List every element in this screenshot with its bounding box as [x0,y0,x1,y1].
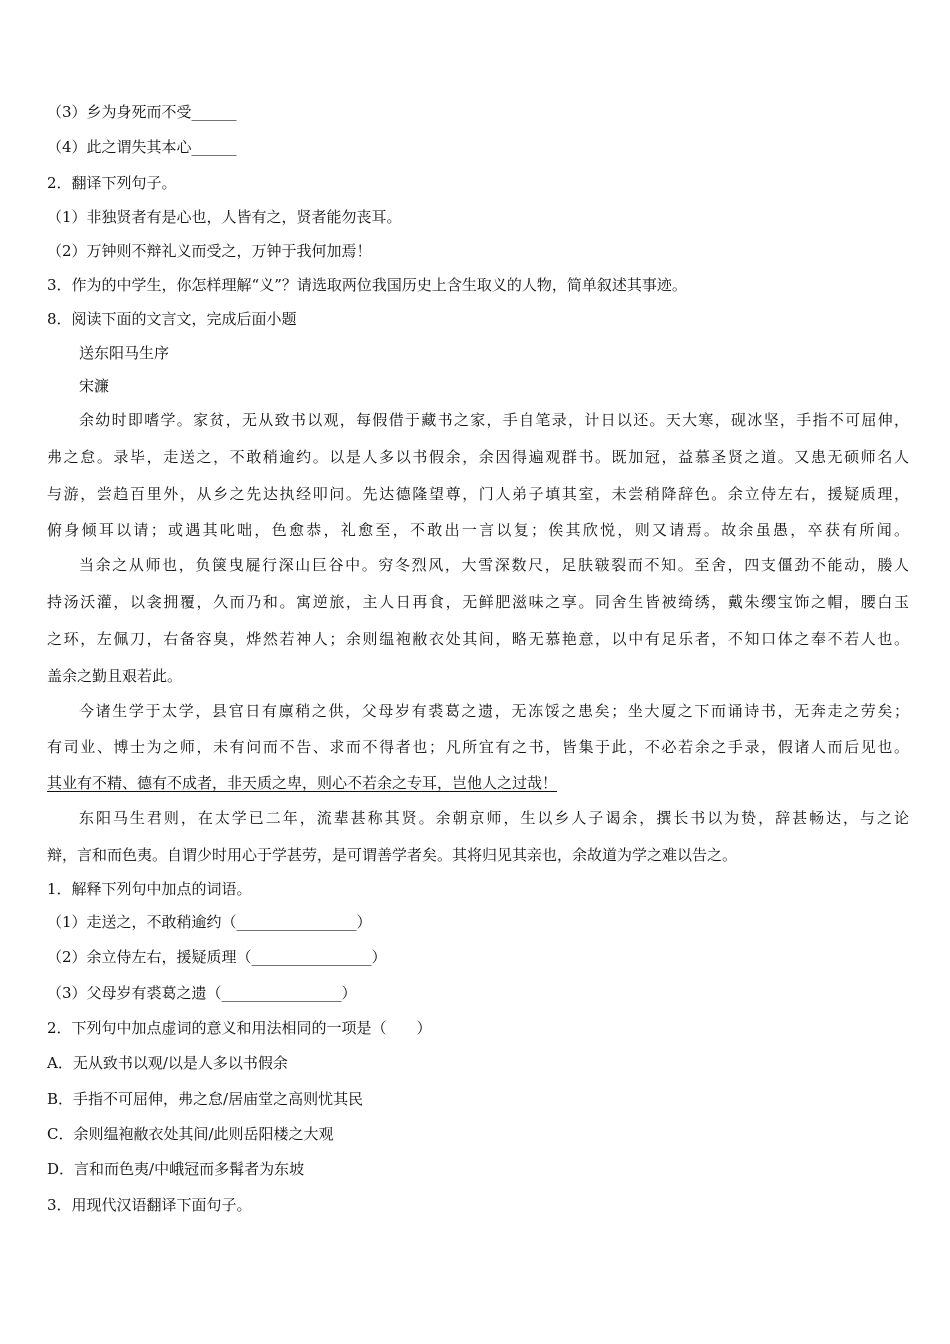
passage-p3-underlined-sentence: 其业有不精、德有不成者，非天质之卑，则心不若余之专耳，岂他人之过哉！ [47,774,558,792]
passage-title: 送东阳马生序 [79,344,170,362]
passage-p3-line-2: 有司业、博士为之师，未有问而不告、求而不得者也；凡所宜有之书，皆集于此，不必若余之手录，假诸人而后见也。 [47,738,909,756]
passage-p2-line-4: 盖余之勤且艰若此。 [47,667,183,685]
translate-sentence-2: （2）万钟则不辩礼义而受之，万钟于我何加焉！ [47,242,372,260]
question-item-3: （3）乡为身死而不受______ [47,103,237,121]
passage-p1-line-3: 与游，尝趋百里外，从乡之先达执经叩问。先达德隆望尊，门人弟子填其室，未尝稍降辞色。余立侍左右，援疑质理， [47,485,909,503]
passage-p4-line-2: 辩，言和而色夷。自谓少时用心于学甚劳，是可谓善学者矣。其将归见其亲也，余故道为学之难以告之。 [47,846,738,864]
q3-stem: 3．用现代汉语翻译下面句子。 [47,1196,252,1214]
essay-question: 3．作为的中学生，你怎样理解“义”？请选取两位我国历史上含生取义的人物，简单叙述其事迹。 [47,276,687,294]
question-item-4: （4）此之谓失其本心______ [47,138,237,156]
q1-item-2: （2）余立侍左右，援疑质理（________________） [47,948,387,966]
q1-stem: 1．解释下列句中加点的词语。 [47,880,252,898]
q1-item-1: （1）走送之，不敢稍逾约（________________） [47,913,372,931]
q2-option-c: C．余则缊袍敝衣处其间/此则岳阳楼之大观 [47,1125,334,1143]
passage-p1-line-4: 俯身倾耳以请；或遇其叱咄，色愈恭，礼愈至，不敢出一言以复；俟其欣悦，则又请焉。故余虽愚，卒获有所闻。 [47,521,909,539]
passage-p1-line-2: 弗之怠。录毕，走送之，不敢稍逾约。以是人多以书假余，余因得遍观群书。既加冠，益慕圣贤之道。又患无硕师名人 [47,448,909,466]
passage-p2-line-3: 之环，左佩刀，右备容臭，烨然若神人；余则缊袍敝衣处其间，略无慕艳意，以中有足乐者，不知口体之奉不若人也。 [47,630,909,648]
passage-p1-line-1: 余幼时即嗜学。家贫，无从致书以观，每假借于藏书之家，手自笔录，计日以还。天大寒，砚冰坚，手指不可屈伸， [79,411,909,429]
section-8-heading: 8．阅读下面的文言文，完成后面小题 [47,310,297,328]
q1-item-3: （3）父母岁有裘葛之遗（________________） [47,984,357,1002]
q2-option-a: A．无从致书以观/以是人多以书假余 [47,1054,288,1072]
passage-p2-line-1: 当余之从师也，负箧曳屣行深山巨谷中。穷冬烈风，大雪深数尺，足肤皲裂而不知。至舍，四支僵劲不能动，媵人 [79,556,909,574]
passage-p4-line-1: 东阳马生君则，在太学已二年，流辈甚称其贤。余朝京师，生以乡人子谒余，撰长书以为贽，辞甚畅达，与之论 [79,809,909,827]
q2-option-d: D．言和而色夷/中峨冠而多髯者为东坡 [47,1160,305,1178]
passage-author: 宋濂 [79,377,110,395]
passage-p2-line-2: 持汤沃灌，以衾拥覆，久而乃和。寓逆旅，主人日再食，无鲜肥滋味之享。同舍生皆被绮绣，戴朱缨宝饰之帽，腰白玉 [47,593,909,611]
passage-p3-line-1: 今诸生学于太学，县官日有廪稍之供，父母岁有裘葛之遗，无冻馁之患矣；坐大厦之下而诵诗书，无奔走之劳矣； [79,702,909,720]
q2-option-b: B．手指不可屈伸，弗之怠/居庙堂之高则忧其民 [47,1090,364,1108]
translate-sentence-1: （1）非独贤者有是心也，人皆有之，贤者能勿丧耳。 [47,208,402,226]
translate-question-title: 2．翻译下列句子。 [47,174,177,192]
q2-stem: 2．下列句中加点虚词的意义和用法相同的一项是（ ） [47,1019,432,1037]
